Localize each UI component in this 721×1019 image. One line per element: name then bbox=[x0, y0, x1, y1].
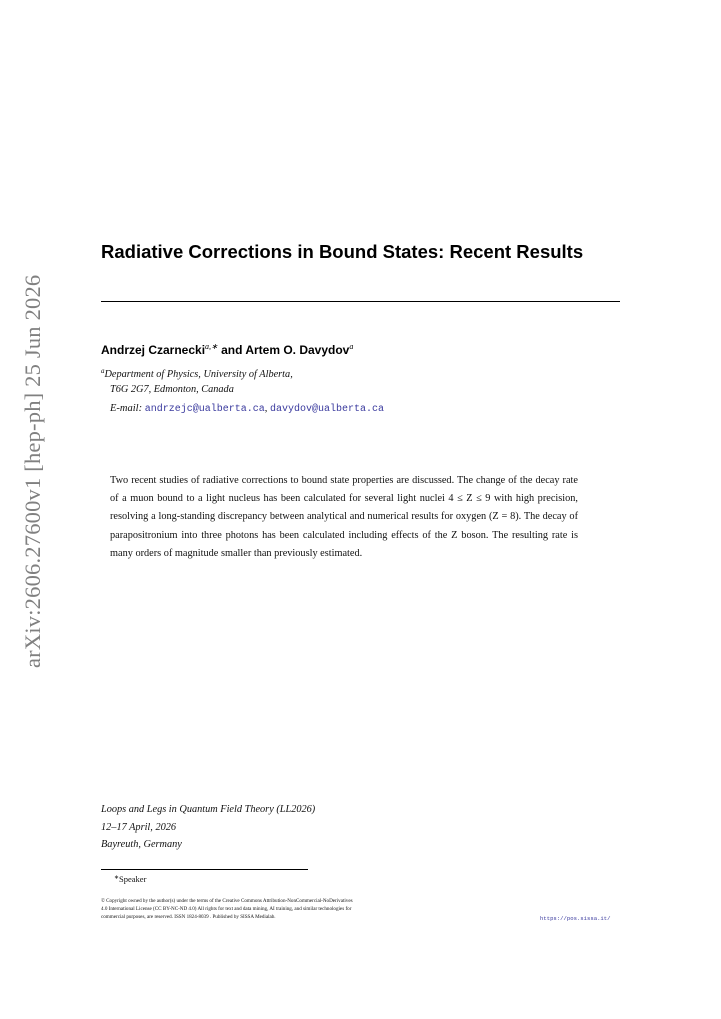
email-link[interactable]: andrzejc@ualberta.ca bbox=[144, 404, 265, 415]
affiliation bbox=[101, 364, 293, 397]
author-name: Artem O. Davydov bbox=[245, 343, 350, 357]
arxiv-identifier-stamp: arXiv:2606.27600v1 [hep-ph] 25 Jun 2026 bbox=[20, 274, 45, 668]
affiliation-line: Department of Physics, University of Alberta, bbox=[104, 369, 293, 380]
paper-title: Radiative Corrections in Bound States: Recent Results bbox=[101, 241, 584, 262]
footnote-mark: ∗ bbox=[114, 875, 120, 881]
abstract: Two recent studies of radiative corrections to bound state properties are discussed. The change of the decay rate of a muon bound to a light nucleus has been calculated for several light nuclei 4 ≤ Z ≤ 9 with high precision, resolving a long-standing discrepancy between analytical and numerical results for oxygen (Z = 8). The decay of parapositronium into three photons has been calculated including effects of the Z boson. The resulting rate is many orders of magnitude smaller than previously estimated. bbox=[110, 475, 578, 559]
author-list bbox=[101, 342, 353, 357]
pos-url-link[interactable]: https://pos.sissa.it/ bbox=[540, 915, 611, 922]
copyright-notice bbox=[101, 897, 491, 922]
copyright-line: 4.0 International License (CC BY-NC-ND 4.0) All rights for text and data mining, AI training, and similar technologies for bbox=[101, 906, 352, 913]
footnote bbox=[114, 874, 146, 884]
footnote-text: Speaker bbox=[119, 874, 147, 884]
author-affiliation-mark: a bbox=[349, 342, 354, 351]
title-divider bbox=[101, 301, 620, 302]
email-label: E-mail: bbox=[110, 403, 143, 414]
copyright-line: commercial purposes, are reserved. ISSN 1824-8039 . Published by SISSA Medialab. bbox=[101, 914, 276, 921]
conference-info bbox=[101, 801, 315, 854]
email-line bbox=[110, 403, 384, 415]
conference-name: Loops and Legs in Quantum Field Theory (LL2026) bbox=[101, 804, 316, 815]
conference-dates: 12–17 April, 2026 bbox=[101, 821, 177, 833]
email-link[interactable]: davydov@ualberta.ca bbox=[269, 404, 385, 415]
conference-location: Bayreuth, Germany bbox=[101, 839, 182, 850]
affiliation-line: T6G 2G7, Edmonton, Canada bbox=[110, 384, 234, 395]
affiliation-mark: a bbox=[101, 367, 105, 375]
author-conjunction: and bbox=[217, 343, 246, 357]
footnote-divider bbox=[101, 869, 308, 870]
author-affiliation-mark: a,∗ bbox=[205, 342, 218, 351]
copyright-line: © Copyright owned by the author(s) under the terms of the Creative Commons Attribution-NonCommercial-NoDerivatives bbox=[101, 898, 353, 904]
author-name: Andrzej Czarnecki bbox=[101, 343, 206, 357]
email-separator: , bbox=[264, 403, 270, 414]
